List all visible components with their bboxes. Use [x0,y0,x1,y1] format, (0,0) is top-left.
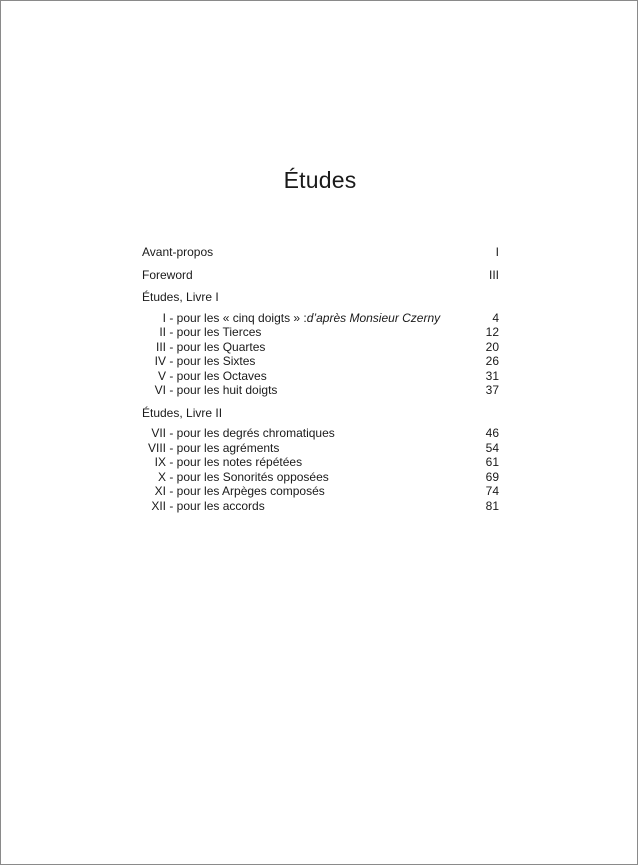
item-text: - pour les accords [169,498,265,513]
item-page: 20 [485,339,499,354]
toc-item-8 [142,441,499,456]
item-text: - pour les Sixtes [169,354,256,368]
item-page: 61 [485,455,499,469]
item-page: 54 [485,440,499,455]
item-page: 26 [485,354,499,368]
item-number: IX [154,455,166,469]
toc-item-11 [142,484,499,499]
toc-item-12 [142,499,499,514]
item-page: 74 [485,484,499,498]
toc-item-2 [142,325,499,340]
item-page: 12 [485,325,499,339]
section-heading-livre-1: Études, Livre I [142,290,219,304]
toc-item-3 [142,340,499,355]
item-number: I [162,310,166,325]
item-text: - pour les huit doigts [169,383,278,397]
item-text: - pour les Octaves [169,368,267,383]
item-italic-text: d’après Monsieur Czerny [306,310,441,325]
item-number: II [159,325,166,339]
section-heading-livre-2: Études, Livre II [142,405,223,420]
item-number: XII [151,498,166,513]
toc-item-4 [142,354,499,369]
item-text: - pour les notes répétées [169,455,303,469]
item-number: V [157,368,166,383]
toc-entry-label: Foreword [142,267,193,282]
toc-entry-page: III [488,267,499,282]
item-number: XI [154,484,166,498]
page-title: Études [283,167,357,193]
item-number: X [157,469,166,484]
item-number: IV [154,354,166,368]
toc-item-10 [142,470,499,485]
toc-item-9 [142,455,499,470]
toc-entry-avant-propos [142,245,499,260]
table-of-contents [142,245,499,513]
item-text: - pour les Tierces [169,325,262,339]
item-page: 46 [485,426,499,440]
item-number: VI [154,383,166,397]
item-text: - pour les Quartes [169,339,266,354]
item-text: - pour les agréments [169,440,280,455]
item-page: 31 [485,368,499,383]
item-page: 69 [485,469,499,484]
item-number: III [155,339,166,354]
toc-item-1 [142,311,499,326]
item-number: VIII [147,440,166,455]
item-number: VII [151,426,166,440]
item-text: - pour les Arpèges composés [169,484,325,498]
toc-entry-foreword [142,268,499,283]
item-text: - pour les Sonorités opposées [169,469,329,484]
item-page: 81 [485,498,499,513]
toc-entry-label: Avant-propos [142,245,214,259]
toc-entry-page: I [495,245,499,259]
toc-item-5 [142,369,499,384]
item-text: - pour les « cinq doigts » : [169,310,307,325]
toc-item-6 [142,383,499,398]
item-text: - pour les degrés chromatiques [169,426,335,440]
item-page: 37 [485,383,499,397]
item-page: 4 [492,310,499,325]
toc-item-7 [142,426,499,441]
